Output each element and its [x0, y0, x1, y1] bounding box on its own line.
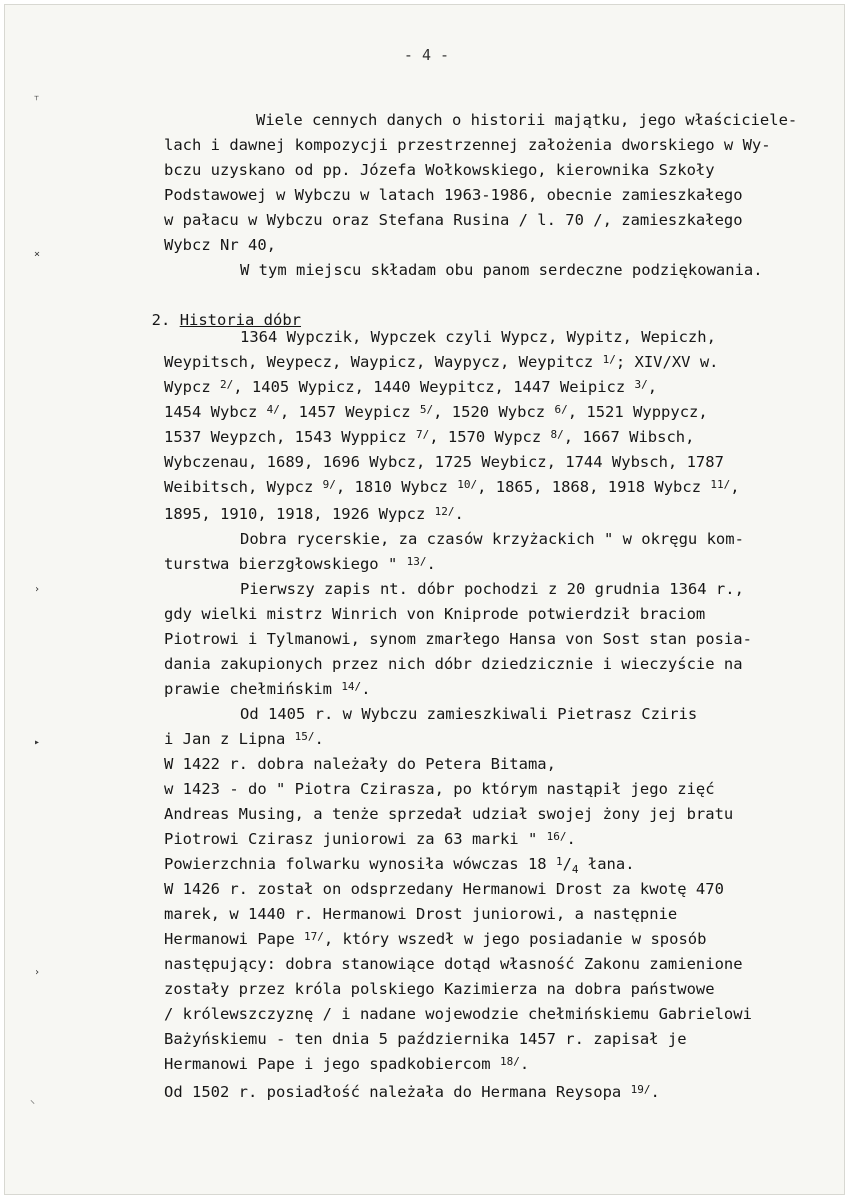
- text-line: Weypitsch, Weypecz, Waypicz, Waypycz, Weypitcz $^{1/}$; XIV/XV w.: [164, 353, 719, 371]
- text-line: W tym miejscu składam obu panom serdeczne podziękowania.: [240, 261, 763, 279]
- text-line: Wybczenau, 1689, 1696 Wybcz, 1725 Weybicz, 1744 Wybsch, 1787: [164, 453, 724, 471]
- text-line: W 1422 r. dobra należały do Petera Bitama,: [164, 755, 556, 773]
- margin-mark: ▸: [34, 737, 41, 748]
- text-line: Pierwszy zapis nt. dóbr pochodzi z 20 grudnia 1364 r.,: [240, 580, 744, 598]
- text-line: Wypcz $^{2/}$, 1405 Wypicz, 1440 Weypitcz, 1447 Weipicz $^{3/}$,: [164, 378, 658, 396]
- text-line: Hermanowi Pape i jego spadkobiercom $^{18/}$.: [164, 1055, 530, 1073]
- text-line: Piotrowi Czirasz juniorowi za 63 marki " $^{16/}$.: [164, 830, 576, 848]
- footnote-ref: 16/: [546, 830, 567, 843]
- margin-mark: ›: [34, 584, 41, 595]
- section-title: Historia dóbr: [179, 311, 302, 329]
- footnote-ref: 14/: [341, 680, 362, 693]
- text-line: Podstawowej w Wybczu w latach 1963-1986, obecnie zamieszkałego: [164, 186, 743, 204]
- text-line: 1364 Wypczik, Wypczek czyli Wypcz, Wypitz, Wepiczh,: [240, 328, 716, 346]
- margin-mark: ›: [34, 967, 41, 978]
- margin-mark: ⸜: [30, 1095, 35, 1106]
- text-line: Wybcz Nr 40,: [164, 236, 276, 254]
- footnote-ref: 18/: [499, 1055, 520, 1068]
- margin-mark: ×: [34, 249, 41, 260]
- footnote-ref: 19/: [630, 1083, 651, 1096]
- text-line: Piotrowi i Tylmanowi, synom zmarłego Hansa von Sost stan posia-: [164, 630, 752, 648]
- text-line: prawie chełmińskim $^{14/}$.: [164, 680, 371, 698]
- text-line: w pałacu w Wybczu oraz Stefana Rusina / l. 70 /, zamieszkałego: [164, 211, 743, 229]
- text-line: Od 1405 r. w Wybczu zamieszkiwali Pietrasz Cziris: [240, 705, 698, 723]
- text-line: / królewszczyznę / i nadane wojewodzie chełmińskiemu Gabrielowi: [164, 1005, 752, 1023]
- text-line: Hermanowi Pape $^{17/}$, który wszedł w jego posiadanie w sposób: [164, 930, 707, 948]
- text-line: 1454 Wybcz $^{4/}$, 1457 Weypicz $^{5/}$, 1520 Wybcz $^{6/}$, 1521 Wyppycz,: [164, 403, 708, 421]
- footnote-ref: 15/: [294, 730, 315, 743]
- fraction-numerator: 1: [555, 855, 563, 868]
- text-line: i Jan z Lipna $^{15/}$.: [164, 730, 324, 748]
- page-number: - 4 -: [403, 46, 450, 64]
- text-line: W 1426 r. został on odsprzedany Hermanowi Drost za kwotę 470: [164, 880, 724, 898]
- text-line: 1895, 1910, 1918, 1926 Wypcz $^{12/}$.: [164, 505, 464, 523]
- footnote-ref: 2/: [220, 378, 234, 391]
- fraction-denominator: 4: [571, 863, 579, 877]
- text-line: Andreas Musing, a tenże sprzedał udział swojej żony jej bratu: [164, 805, 734, 823]
- footnote-ref: 1/: [602, 353, 616, 366]
- text-line: Wiele cennych danych o historii majątku, jego właściciele-: [256, 111, 798, 129]
- footnote-ref: 5/: [419, 403, 434, 416]
- text-line: następujący: dobra stanowiące dotąd własność Zakonu zamienione: [164, 955, 743, 973]
- text-line: Weibitsch, Wypcz $^{9/}$, 1810 Wybcz $^{10/}$, 1865, 1868, 1918 Wybcz $^{11/}$,: [164, 478, 740, 496]
- text-line: turstwa bierzgłowskiego " $^{13/}$.: [164, 555, 436, 573]
- text-line: gdy wielki mistrz Winrich von Kniprode potwierdził braciom: [164, 605, 706, 623]
- margin-mark: ⸆: [34, 95, 39, 106]
- text-line: Od 1502 r. posiadłość należała do Hermana Reysopa $^{19/}$.: [164, 1083, 660, 1101]
- footnote-ref: 9/: [322, 478, 336, 491]
- text-line: Dobra rycerskie, za czasów krzyżackich " w okręgu kom-: [240, 530, 744, 548]
- text-line: w 1423 - do " Piotra Czirasza, po którym nastąpił jego zięć: [164, 780, 715, 798]
- section-heading: 2. Historia dóbr: [151, 311, 302, 329]
- text-line: marek, w 1440 r. Hermanowi Drost juniorowi, a następnie: [164, 905, 678, 923]
- footnote-ref: 6/: [554, 403, 568, 416]
- text-line: 1537 Weypzch, 1543 Wyppicz $^{7/}$, 1570 Wypcz $^{8/}$, 1667 Wibsch,: [164, 428, 695, 446]
- footnote-ref: 8/: [550, 428, 564, 441]
- footnote-ref: 17/: [303, 930, 324, 943]
- footnote-ref: 13/: [406, 555, 427, 568]
- text-line: Bażyńskiemu - ten dnia 5 października 1457 r. zapisał je: [164, 1030, 687, 1048]
- footnote-ref: 4/: [266, 403, 280, 416]
- text-line: bczu uzyskano od pp. Józefa Wołkowskiego, kierownika Szkoły: [164, 161, 715, 179]
- text-line: Powierzchnia folwarku wynosiła wówczas 18 $^1/_4$ łana.: [164, 855, 635, 877]
- footnote-ref: 7/: [415, 428, 430, 441]
- text-line: lach i dawnej kompozycji przestrzennej założenia dworskiego w Wy-: [164, 136, 771, 154]
- text-line: zostały przez króla polskiego Kazimierza na dobra państwowe: [164, 980, 715, 998]
- footnote-ref: 12/: [434, 505, 455, 518]
- footnote-ref: 10/: [457, 478, 478, 491]
- text-line: dania zakupionych przez nich dóbr dziedzicznie i wieczyście na: [164, 655, 743, 673]
- footnote-ref: 3/: [634, 378, 648, 391]
- footnote-ref: 11/: [710, 478, 731, 491]
